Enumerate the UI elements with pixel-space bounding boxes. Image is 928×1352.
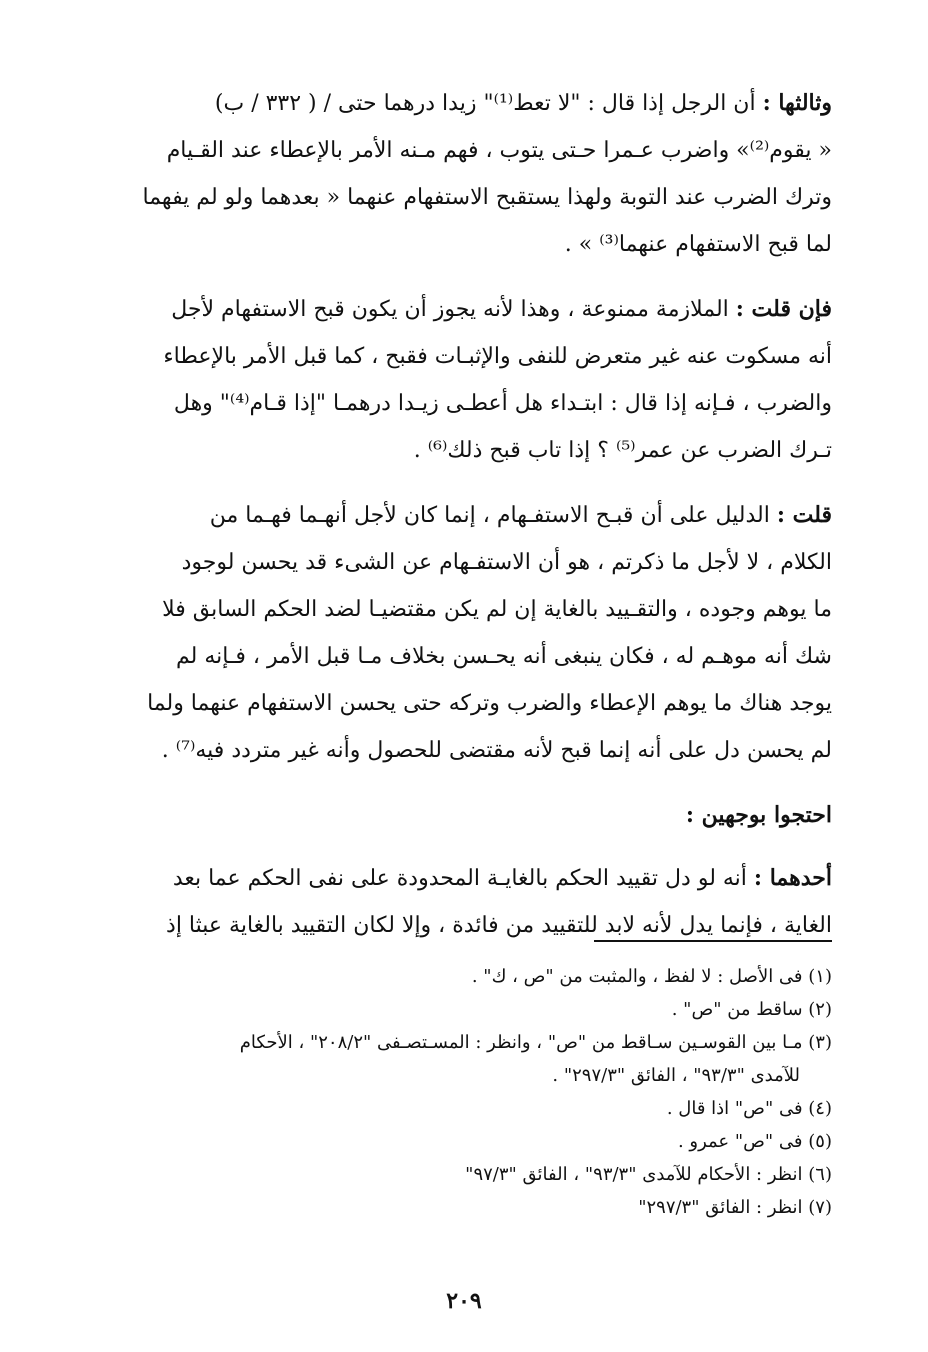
text-line: الغاية ، فإنما يدل لأنه لابد للتقييد من فائدة ، وإلا لكان التقييد بالغاية عبثا إذ [166, 913, 832, 938]
text-line: والضرب ، فـإنه إذا قال : ابتـداء هل أعطـى زيـدا درهمـا "إذا قـام⁽⁴⁾" وهل [173, 391, 832, 416]
footnote-5: (٥) فى "ص" عمرو . [677, 1131, 832, 1152]
text-line: أنه مسكوت عنه غير متعرض للنفى والإثبـات فقبح ، كما قبل الأمر بالإعطاء [163, 344, 832, 369]
text-line: شك أنه موهـم له ، فكان ينبغى أنه يحـسن بخلاف مـا قبل الأمر ، فـإنه لم [175, 644, 832, 669]
footnote-4: (٤) فى "ص" اذا قال . [666, 1098, 832, 1119]
line-text: أن الرجل إذا قال : "لا تعط⁽¹⁾" زيدا درهما حتى / ( ٣٣٢ / ب) [214, 91, 756, 116]
footnote-3: (٣) مـا بين القوسـين سـاقط من "ص" ، وانظر : المسـتصـفى "٢٠٨/٢" ، الأحكام [239, 1032, 832, 1053]
paragraph-objection [118, 286, 832, 474]
text-line [118, 855, 832, 902]
text-line: ما يوهم وجوده ، والتقـييد بالغاية إن لم يكن مقتضيـا لضد الحكم السابق فلا [162, 597, 832, 622]
paragraph-lead: أحدهما : [753, 865, 832, 891]
text-line: « يقوم⁽²⁾» واضرب عـمرا حـتى يتوب ، فهم مـنه الأمر بالإعطاء عند القـيام [166, 138, 832, 163]
paragraph-thirdly [118, 80, 832, 268]
footnote-1: (١) فى الأصل : لا لفظ ، والمثبت من "ص ، ك" . [471, 966, 832, 987]
footnote-6: (٦) انظر : الأحكام للآمدى "٩٣/٣" ، الفائق "٩٧/٣" [465, 1164, 832, 1185]
text-line: تـرك الضرب عن عمر⁽⁵⁾ ؟ إذا تاب قبح ذلك⁽⁶⁾ . [413, 438, 832, 463]
text-line: وترك الضرب عند التوبة ولهذا يستقبح الاستفهام عنهما « بعدهما ولو لم يفهما [142, 185, 832, 210]
text-line: يوجد هناك ما يوهم الإعطاء والضرب وتركه حتى يحسن الاستفهام عنهما ولما [147, 691, 832, 716]
footnote-separator [594, 940, 832, 942]
section-heading: احتجوا بوجهين : [685, 802, 832, 828]
line-text: الدليل على أن قبـح الاستفـهام ، إنما كان لأجل أنهـما فهـما من [209, 503, 770, 528]
paragraph-first-argument [118, 855, 832, 949]
line-text: أنه لو دل تقييد الحكم بالغايـة المحدودة على نفى الحكم عما بعد [172, 866, 747, 891]
text-line [118, 80, 832, 127]
text-line [118, 286, 832, 333]
paragraph-lead: قلت : [776, 502, 832, 528]
page-number: ٢٠٩ [446, 1288, 482, 1314]
paragraph-lead: فإن قلت : [735, 296, 832, 322]
paragraph-lead: وثالثها : [762, 90, 832, 116]
text-line: لم يحسن دل على أنه إنما قبح لأنه مقتضى للحصول وأنه غير متردد فيه⁽⁷⁾ . [161, 738, 832, 763]
footnote-3-continued: للآمدى "٩٣/٣" ، الفائق "٢٩٧/٣" . [552, 1065, 800, 1086]
main-text [118, 80, 832, 967]
text-line [118, 492, 832, 539]
footnotes [118, 960, 832, 1224]
line-text: الملازمة ممنوعة ، وهذا لأنه يجوز أن يكون قبح الاستفهام لأجل [171, 297, 729, 322]
footnote-7: (٧) انظر : الفائق "٢٩٧/٣" [638, 1197, 832, 1218]
paragraph-reply [118, 492, 832, 774]
footnote-2: (٢) ساقط من "ص" . [671, 999, 832, 1020]
text-line: الكلام ، لا لأجل ما ذكرتم ، هو أن الاستفـهام عن الشىء قد يحسن لوجود [181, 550, 832, 575]
text-line: لما قبح الاستفهام عنهما⁽³⁾ » . [564, 232, 832, 257]
